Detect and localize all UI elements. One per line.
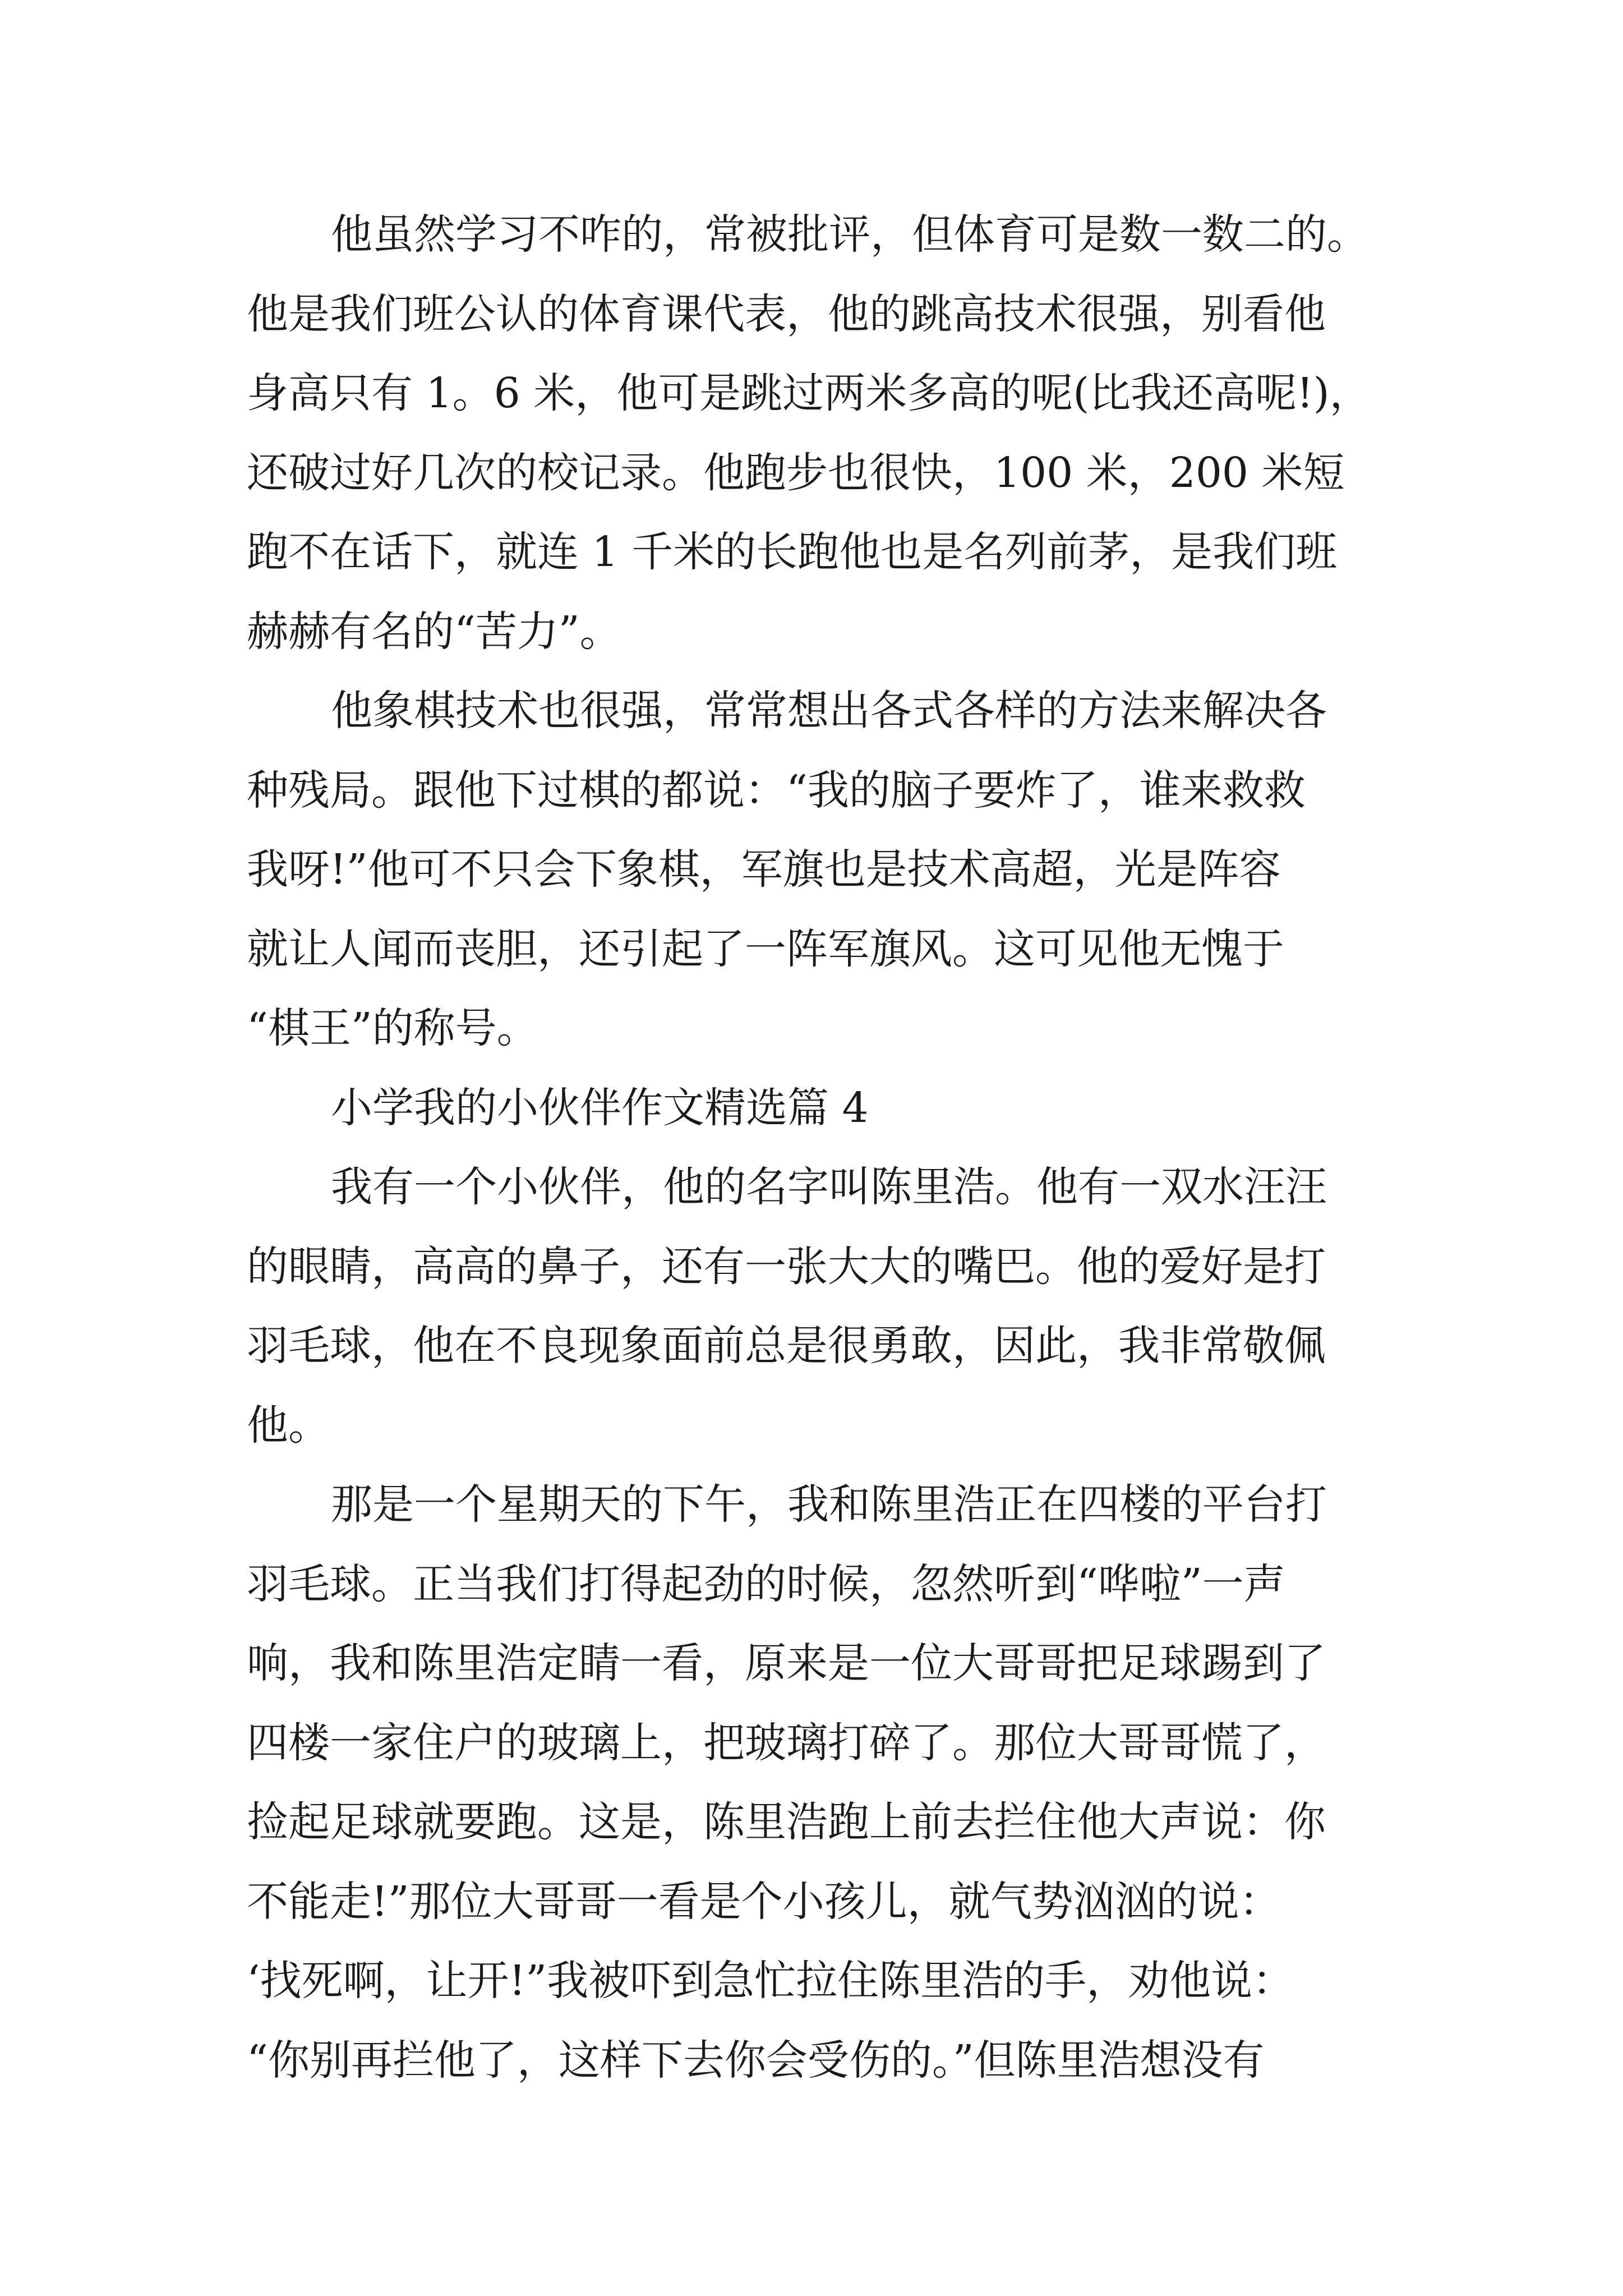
document-body — [247, 195, 1430, 2100]
text-line: 不能走!”那位大哥哥一看是个小孩儿，就气势汹汹的说： — [247, 1877, 1281, 1926]
text-line: 种残局。跟他下过棋的都说：“我的脑子要炸了，谁来救救 — [247, 766, 1306, 815]
text-line: 他。 — [247, 1401, 330, 1450]
text-line: ‘找死啊，让开!”我被吓到急忙拉住陈里浩的手，劝他说： — [247, 1957, 1294, 2005]
text-line: 他是我们班公认的体育课代表，他的跳高技术很强，别看他 — [247, 289, 1326, 338]
text-line: 跑不在话下，就连 1 千米的长跑他也是名列前茅，是我们班 — [247, 528, 1338, 576]
text-line: 响，我和陈里浩定睛一看，原来是一位大哥哥把足球踢到了 — [247, 1639, 1326, 1687]
text-line: 就让人闻而丧胆，还引起了一阵军旗风。这可见他无愧于 — [247, 924, 1284, 973]
text-line: 羽毛球，他在不良现象面前总是很勇敢，因此，我非常敬佩 — [247, 1322, 1326, 1370]
section-heading: 小学我的小伙伴作文精选篇 4 — [331, 1083, 869, 1132]
text-line: 那是一个星期天的下午，我和陈里浩正在四楼的平台打 — [331, 1480, 1327, 1529]
text-line: 我有一个小伙伴，他的名字叫陈里浩。他有一双水汪汪 — [331, 1163, 1327, 1211]
text-line: 的眼睛，高高的鼻子，还有一张大大的嘴巴。他的爱好是打 — [247, 1242, 1326, 1291]
text-line: 赫赫有名的“苦力”。 — [247, 607, 621, 656]
text-line: 捡起足球就要跑。这是，陈里浩跑上前去拦住他大声说：你 — [247, 1798, 1326, 1846]
text-line: 四楼一家住户的玻璃上，把玻璃打碎了。那位大哥哥慌了， — [247, 1718, 1326, 1767]
text-line: “棋王”的称号。 — [247, 1004, 538, 1052]
text-line: 我呀!”他可不只会下象棋，军旗也是技术高超，光是阵容 — [247, 845, 1281, 894]
text-line: 身高只有 1。6 米，他可是跳过两米多高的呢(比我还高呢!)， — [247, 369, 1371, 417]
text-line: 还破过好几次的校记录。他跑步也很快，100 米，200 米短 — [247, 448, 1345, 497]
text-line: 羽毛球。正当我们打得起劲的时候，忽然听到“哗啦”一声 — [247, 1559, 1285, 1608]
text-line: “你别再拦他了，这样下去你会受伤的。”但陈里浩想没有 — [247, 2036, 1265, 2085]
text-line: 他象棋技术也很强，常常想出各式各样的方法来解决各 — [331, 687, 1327, 735]
text-line: 他虽然学习不咋的，常被批评，但体育可是数一数二的。 — [331, 210, 1368, 259]
